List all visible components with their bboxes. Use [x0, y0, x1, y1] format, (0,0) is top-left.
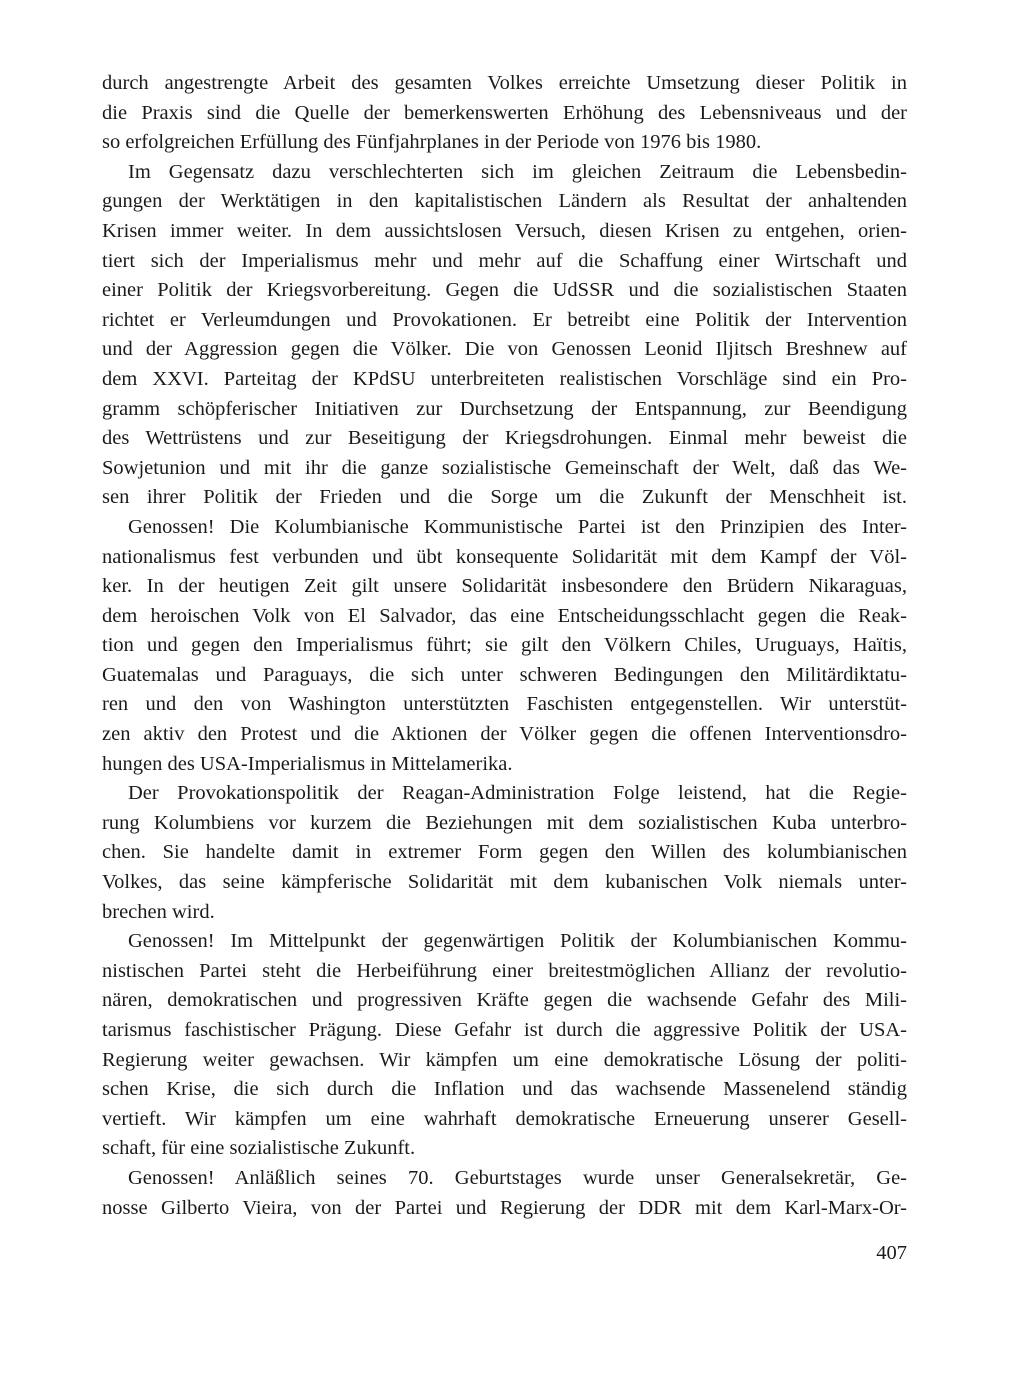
text-line: einer Politik der Kriegsvorbereitung. Gegen die UdSSR und die sozialistischen Staaten: [102, 279, 907, 302]
text-line: nationalismus fest verbunden und übt konsequente Solidarität mit dem Kampf der Völ-: [102, 545, 907, 568]
text-line: nären, demokratischen und progressiven Kräfte gegen die wachsende Gefahr des Mili-: [102, 989, 907, 1012]
text-line: Krisen immer weiter. In dem aussichtslosen Versuch, diesen Krisen zu entgehen, orien-: [102, 219, 907, 242]
text-line: tiert sich der Imperialismus mehr und mehr auf die Schaffung einer Wirtschaft und: [102, 249, 907, 272]
text-line: und der Aggression gegen die Völker. Die von Genossen Leonid Iljitsch Breshnew auf: [102, 338, 907, 361]
text-line: chen. Sie handelte damit in extremer Form gegen den Willen des kolumbianischen: [102, 841, 907, 864]
paragraph: [102, 513, 907, 779]
text-line: ren und den von Washington unterstützten Faschisten entgegenstellen. Wir unterstüt-: [102, 693, 907, 716]
text-line: tarismus faschistischer Prägung. Diese Gefahr ist durch die aggressive Politik der USA-: [102, 1019, 907, 1041]
paragraph: [102, 779, 907, 927]
text-line: Genossen! Im Mittelpunkt der gegenwärtigen Politik der Kolumbianischen Kommu-: [128, 930, 907, 953]
text-line: Guatemalas und Paraguays, die sich unter schweren Bedingungen den Militärdiktatu-: [102, 663, 907, 686]
text-line: des Wettrüstens und zur Beseitigung der Kriegsdrohungen. Einmal mehr beweist die: [102, 427, 907, 450]
text-line: nosse Gilberto Vieira, von der Partei und Regierung der DDR mit dem Karl-Marx-Or-: [102, 1196, 907, 1219]
text-line: Volkes, das seine kämpferische Solidarität mit dem kubanischen Volk niemals unter-: [102, 871, 907, 894]
text-line: schen Krise, die sich durch die Inflation und das wachsende Massenelend ständig: [102, 1078, 907, 1101]
text-line: Regierung weiter gewachsen. Wir kämpfen um eine demokratische Lösung der politi-: [102, 1048, 907, 1071]
text-line: zen aktiv den Protest und die Aktionen der Völker gegen die offenen Interventionsdro-: [102, 723, 907, 746]
text-line: gungen der Werktätigen in den kapitalistischen Ländern als Resultat der anhaltenden: [102, 190, 907, 213]
text-line: schaft, für eine sozialistische Zukunft.: [102, 1137, 416, 1160]
text-line: ker. In der heutigen Zeit gilt unsere Solidarität insbesondere den Brüdern Nikaraguas,: [102, 575, 907, 598]
paragraph: [102, 158, 907, 513]
paragraph: [102, 927, 907, 1164]
text-line: so erfolgreichen Erfüllung des Fünfjahrplanes in der Periode von 1976 bis 1980.: [102, 131, 762, 154]
document-page: [102, 69, 907, 1223]
text-line: nistischen Partei steht die Herbeiführung einer breitestmöglichen Allianz der revolutio-: [102, 959, 907, 982]
text-line: rung Kolumbiens vor kurzem die Beziehungen mit dem sozialistischen Kuba unterbro-: [102, 811, 907, 834]
text-line: richtet er Verleumdungen und Provokationen. Er betreibt eine Politik der Intervention: [102, 308, 907, 331]
page-number: 407: [876, 1242, 907, 1264]
text-line: tion und gegen den Imperialismus führt; sie gilt den Völkern Chiles, Uruguays, Haïtis,: [102, 634, 907, 657]
text-line: Der Provokationspolitik der Reagan-Administration Folge leistend, hat die Regie-: [128, 782, 907, 805]
text-line: vertieft. Wir kämpfen um eine wahrhaft demokratische Erneuerung unserer Gesell-: [102, 1107, 907, 1130]
text-line: die Praxis sind die Quelle der bemerkenswerten Erhöhung des Lebensniveaus und der: [102, 101, 907, 124]
text-line: Genossen! Die Kolumbianische Kommunistische Partei ist den Prinzipien des Inter-: [128, 515, 907, 538]
text-line: gramm schöpferischer Initiativen zur Durchsetzung der Entspannung, zur Beendigung: [102, 397, 907, 420]
text-line: Genossen! Anläßlich seines 70. Geburtstages wurde unser Generalsekretär, Ge-: [128, 1166, 907, 1189]
text-line: brechen wird.: [102, 900, 215, 923]
text-line: sen ihrer Politik der Frieden und die Sorge um die Zukunft der Menschheit ist.: [102, 486, 907, 509]
text-line: dem heroischen Volk von El Salvador, das eine Entscheidungsschlacht gegen die Reak-: [102, 604, 907, 627]
paragraph: [102, 1164, 907, 1223]
paragraph: [102, 69, 907, 158]
text-line: durch angestrengte Arbeit des gesamten Volkes erreichte Umsetzung dieser Politik in: [102, 72, 907, 94]
text-line: dem XXVI. Parteitag der KPdSU unterbreiteten realistischen Vorschläge sind ein Pro-: [102, 367, 907, 390]
text-line: hungen des USA-Imperialismus in Mittelamerika.: [102, 752, 513, 775]
text-line: Sowjetunion und mit ihr die ganze sozialistische Gemeinschaft der Welt, daß das We-: [102, 456, 907, 479]
text-line: Im Gegensatz dazu verschlechterten sich im gleichen Zeitraum die Lebensbedin-: [128, 160, 907, 183]
